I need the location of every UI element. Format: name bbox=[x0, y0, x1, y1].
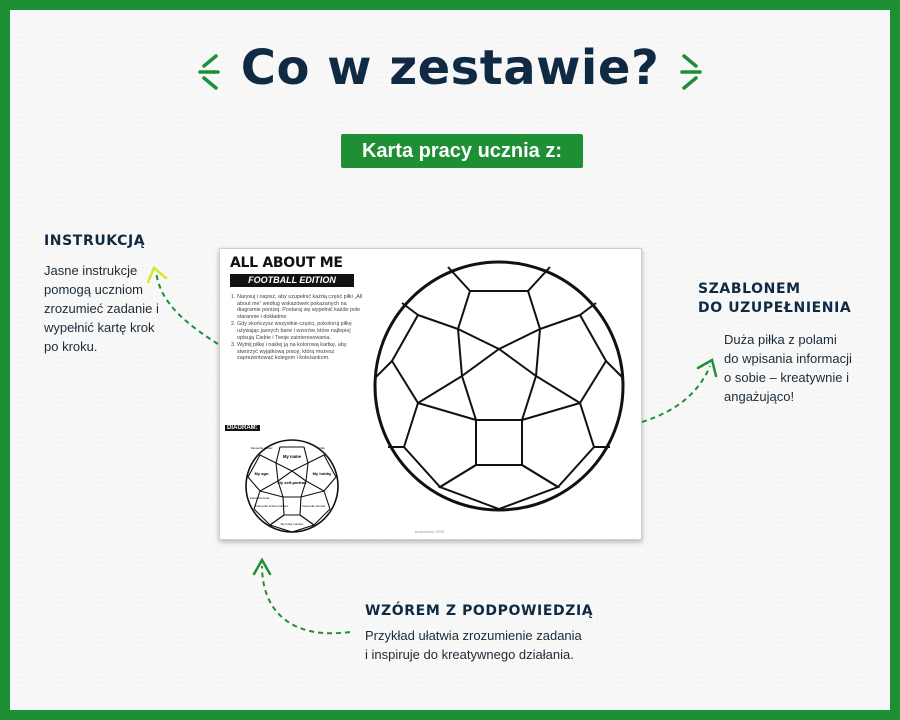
diagram-field: My age: bbox=[254, 471, 270, 476]
football-template bbox=[370, 257, 628, 515]
diagram-field: My lucky number bbox=[280, 522, 304, 526]
example-line: i inspiruje do kreatywnego działania. bbox=[365, 647, 574, 662]
worksheet-footer: teachtrinks 2025 bbox=[415, 529, 445, 534]
diagram-field: My name bbox=[283, 454, 301, 459]
worksheet-badge: Karta pracy ucznia z: bbox=[341, 134, 583, 168]
template-title-line: DO UZUPEŁNIENIA bbox=[698, 300, 852, 316]
example-text bbox=[365, 626, 625, 664]
template-text bbox=[724, 330, 884, 406]
diagram-field: Favourite food bbox=[250, 496, 270, 500]
instructions-line: wypełnić kartę krok bbox=[44, 320, 155, 335]
template-line: Duża piłka z polami bbox=[724, 332, 837, 347]
template-line: do wpisania informacji bbox=[724, 351, 852, 366]
worksheet-step: 3. Wytnij piłkę i naklej ją na kolorową kartkę, aby stworzyć wyjątkową pracę, którą możesz zaprezentować kolegom i koleżankom. bbox=[237, 342, 365, 362]
diagram-field: My hobby bbox=[312, 471, 332, 476]
worksheet-step: 1. Narysuj i napisz, aby uzupełnić każdą część piłki „All about me” według wskazówek pokazanych na diagramie poniżej. Postaraj się wypełnić każde pole starannie i dokładnie bbox=[237, 294, 365, 320]
instructions-line: Jasne instrukcje bbox=[44, 263, 138, 278]
instructions-text bbox=[44, 261, 194, 356]
worksheet-title: ALL ABOUT ME bbox=[230, 255, 343, 271]
page-title: Co w zestawie? bbox=[240, 40, 660, 96]
instructions-line: pomogą uczniom bbox=[44, 282, 143, 297]
template-line: angażująco! bbox=[724, 389, 795, 404]
diagram-field: I like bbox=[318, 446, 326, 450]
worksheet-preview bbox=[219, 248, 642, 540]
example-line: Przykład ułatwia zrozumienie zadania bbox=[365, 628, 582, 643]
sparkle-right-icon bbox=[676, 48, 710, 94]
instructions-title: INSTRUKCJĄ bbox=[44, 233, 146, 249]
diagram-ball bbox=[242, 437, 342, 535]
instructions-line: po kroku. bbox=[44, 339, 98, 354]
diagram-field: Favourite colour: bbox=[250, 446, 274, 450]
diagram-field: My self-portrait bbox=[277, 480, 307, 485]
example-title: WZÓREM Z PODPOWIEDZIĄ bbox=[365, 603, 594, 619]
diagram-field: Favourite school subject: bbox=[255, 504, 289, 508]
template-title-line: SZABLONEM bbox=[698, 281, 801, 297]
template-line: o sobie – kreatywnie i bbox=[724, 370, 850, 385]
worksheet-edition: FOOTBALL EDITION bbox=[230, 274, 354, 287]
diagram-field: Favourite animal: bbox=[302, 504, 326, 508]
worksheet-step: 2. Gdy skończysz wszystkie części, pokoloruj piłkę używając jasnych barw i wzorów, które najlepiej opisują Ciebie i Twoje zainteresowania. bbox=[237, 321, 365, 341]
template-title bbox=[698, 280, 851, 318]
instructions-line: zrozumieć zadanie i bbox=[44, 301, 159, 316]
worksheet-steps bbox=[228, 294, 365, 363]
diagram-label: DIAGRAM: bbox=[227, 425, 258, 431]
